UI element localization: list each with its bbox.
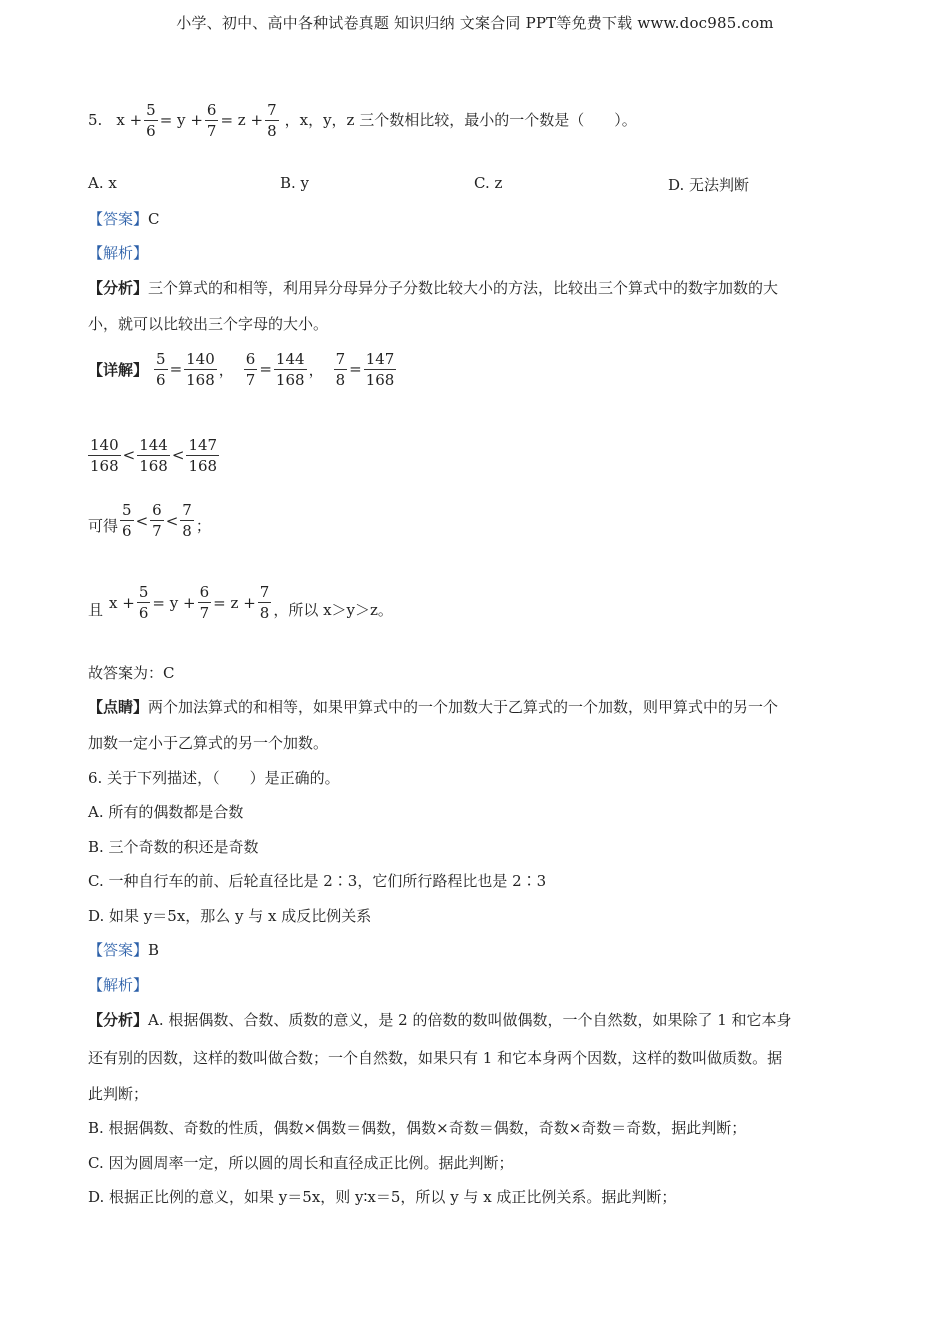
fraction: $\frac{140}{168}$ bbox=[186, 349, 215, 389]
fraction: $\frac{5}{6}$ bbox=[156, 349, 166, 389]
q6-fenxi-line2: 还有别的因数，这样的数叫做合数；一个自然数，如果只有 1 和它本身两个因数，这样的数叫做质数。据 bbox=[88, 1049, 783, 1067]
q6-answer: 【答案】B bbox=[88, 941, 160, 959]
q5-option-a: A. x bbox=[88, 174, 117, 192]
q5-number: 5. bbox=[88, 111, 103, 129]
q5-dianjing-line2: 加数一定小于乙算式的另一个加数。 bbox=[88, 734, 329, 752]
q6-d-line: D. 根据正比例的意义，如果 y＝5x，则 y∶x＝5，所以 y 与 x 成正比例关系。据此判断； bbox=[88, 1188, 677, 1206]
fraction: $\frac{5}{6}$ bbox=[122, 501, 132, 540]
q5-fenxi-line2: 小，就可以比较出三个字母的大小。 bbox=[88, 315, 329, 333]
q6-fenxi-line1: 【分析】A. 根据偶数、合数、质数的意义，是 2 的倍数的数叫做偶数，一个自然数，如果除了 1 和它本身 bbox=[88, 1011, 792, 1029]
q5-option-d: D. 无法判断 bbox=[668, 176, 750, 194]
fraction: $\frac{147}{168}$ bbox=[365, 349, 395, 389]
q6-c-line: C. 因为圆周率一定，所以圆的周长和直径成正比例。据此判断； bbox=[88, 1154, 514, 1172]
fraction: $\frac{144}{168}$ bbox=[275, 349, 305, 389]
fraction: $\frac{147}{168}$ bbox=[188, 435, 218, 475]
q5-fenxi-line1: 【分析】三个算式的和相等，利用异分母异分子分数比较大小的方法，比较出三个算式中的数字加数的大 bbox=[88, 279, 779, 297]
q6-option-b: B. 三个奇数的积还是奇数 bbox=[88, 838, 259, 856]
fraction: $\frac{144}{168}$ bbox=[139, 435, 168, 475]
q6-option-d: D. 如果 y＝5x，那么 y 与 x 成反比例关系 bbox=[88, 907, 372, 925]
fraction: $\frac{5}{6}$ bbox=[138, 583, 149, 622]
fraction: $\frac{6}{7}$ bbox=[245, 349, 256, 389]
q5-kede: 可得 $\frac{5}{6}$ < $\frac{6}{7}$ < $\frac{7}{8}$ ； bbox=[88, 501, 211, 540]
q6-analysis-tag: 【解析】 bbox=[88, 976, 149, 994]
q6-b-line: B. 根据偶数、奇数的性质，偶数×偶数＝偶数，偶数×奇数＝偶数，奇数×奇数＝奇数，据此判断； bbox=[88, 1119, 747, 1137]
q6-option-c: C. 一种自行车的前、后轮直径比是 2∶3，它们所行路程比也是 2∶3 bbox=[88, 872, 547, 890]
q5-compare-168: $\frac{140}{168}$ < $\frac{144}{168}$ < $\frac{147}{168}$ bbox=[90, 435, 218, 475]
q5-stem-tail: ，x，y，z 三个数相比较，最小的一个数是（ ）。 bbox=[284, 111, 637, 129]
page-header: 小学、初中、高中各种试卷真题 知识归纳 文案合同 PPT等免费下载 www.doc985.com bbox=[176, 14, 774, 32]
q5-answer: 【答案】C bbox=[88, 210, 160, 228]
fraction: $\frac{6}{7}$ bbox=[199, 583, 210, 622]
q5-equation: x + $\frac{5}{6}$ = y + $\frac{6}{7}$ = z + $\frac{7}{8}$ bbox=[116, 100, 277, 140]
q5-stem bbox=[88, 90, 637, 150]
fraction: $\frac{7}{8}$ bbox=[182, 501, 192, 540]
fraction: $\frac{5}{6}$ bbox=[146, 100, 156, 140]
q5-analysis-tag: 【解析】 bbox=[88, 244, 149, 262]
fraction: $\frac{6}{7}$ bbox=[152, 501, 162, 540]
q5-final-answer: 故答案为：C bbox=[88, 664, 175, 682]
fraction: $\frac{7}{8}$ bbox=[259, 583, 270, 622]
fraction: $\frac{6}{7}$ bbox=[206, 100, 217, 140]
q5-detail: 【详解】 $\frac{5}{6}$ = $\frac{140}{168}$ ， $\frac{6}{7}$ = $\frac{144}{168}$ ， $\frac{7}{8}$ = $\frac{147}{168}$ bbox=[88, 349, 395, 389]
q5-dianjing-line1: 【点睛】两个加法算式的和相等，如果甲算式中的一个加数大于乙算式的一个加数，则甲算式中的另一个 bbox=[88, 698, 779, 716]
q6-fenxi-line3: 此判断； bbox=[88, 1085, 149, 1103]
q6-option-a: A. 所有的偶数都是合数 bbox=[88, 803, 244, 821]
q5-option-c: C. z bbox=[474, 174, 503, 192]
q6-stem: 6. 关于下列描述，（ ）是正确的。 bbox=[88, 769, 340, 787]
fraction: $\frac{140}{168}$ bbox=[90, 435, 119, 475]
fraction: $\frac{7}{8}$ bbox=[267, 100, 277, 140]
q5-qie: 且 x + $\frac{5}{6}$ = y + $\frac{6}{7}$ = z + $\frac{7}{8}$ ，所以 x＞y＞z。 bbox=[88, 583, 393, 622]
fraction: $\frac{7}{8}$ bbox=[335, 349, 346, 389]
q5-option-b: B. y bbox=[280, 174, 310, 192]
